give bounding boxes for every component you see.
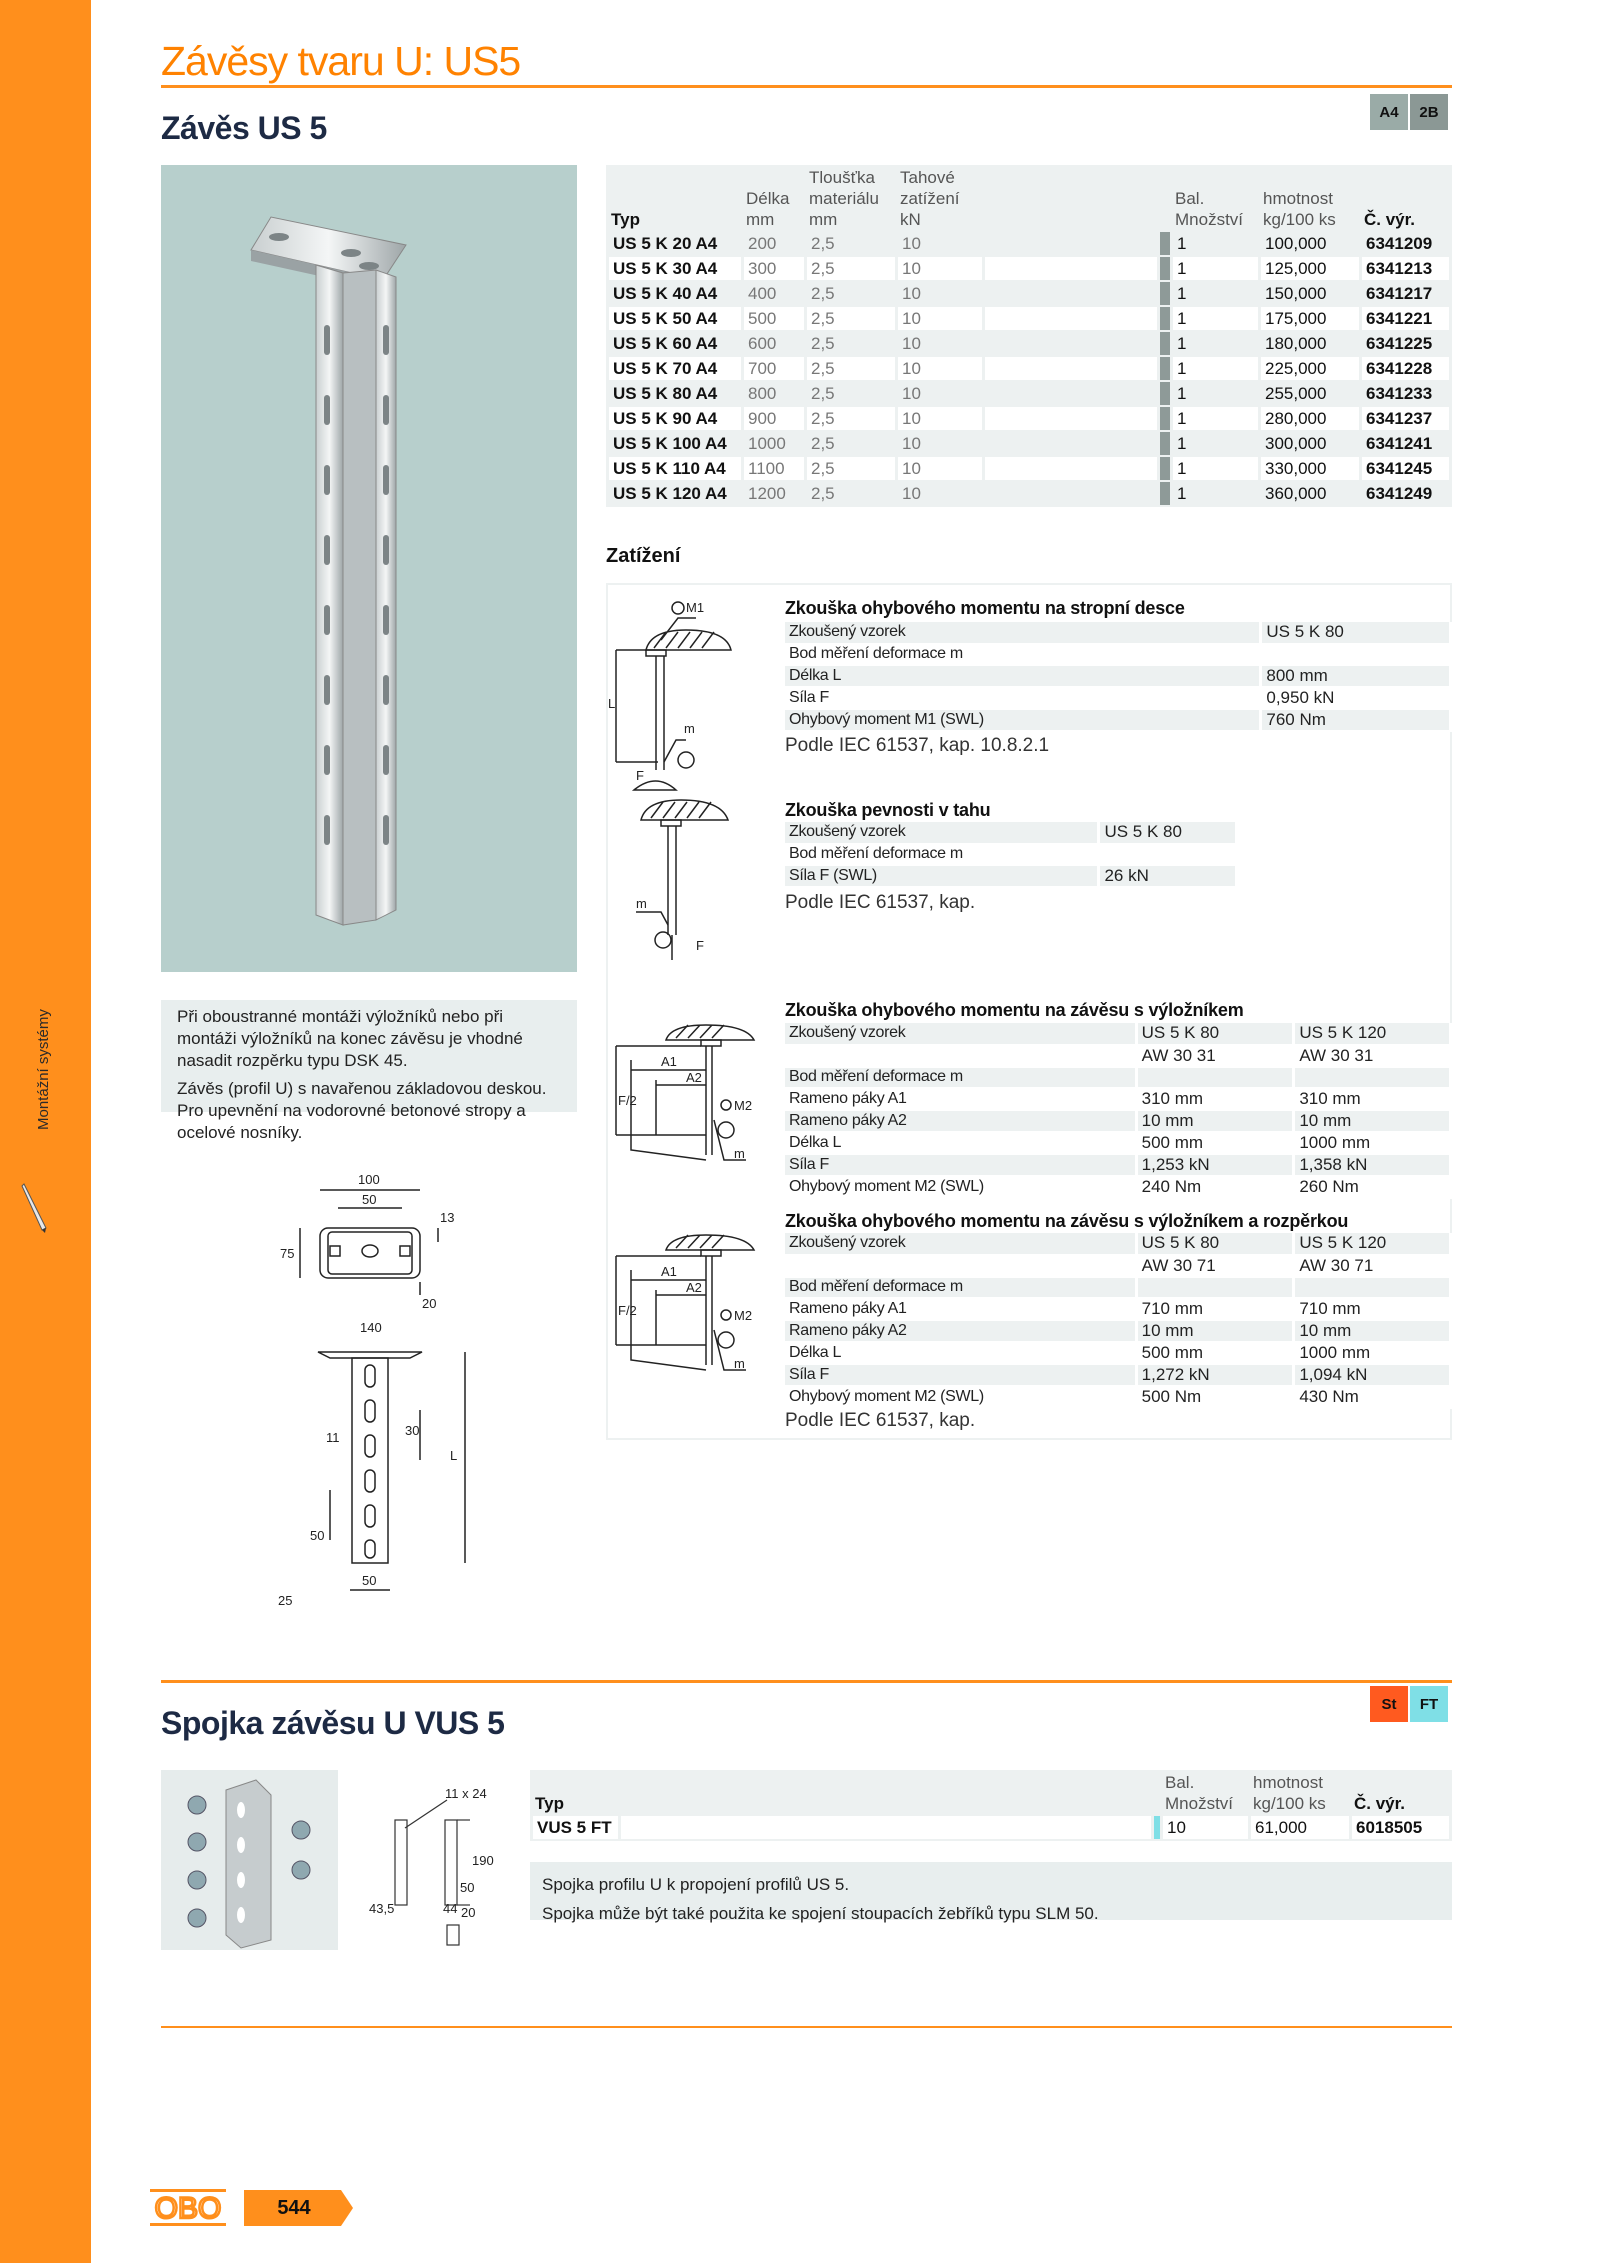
test-value: 1,358 kN: [1294, 1154, 1451, 1176]
table-row: [609, 457, 1449, 480]
test-row: [785, 1132, 1451, 1154]
table-cell: 1: [1173, 332, 1258, 355]
section-title: Spojka závěsu U VUS 5: [161, 1705, 505, 1741]
test-value: [1294, 1067, 1451, 1089]
test-value: US 5 K 120: [1294, 1233, 1451, 1255]
test-value: 260 Nm: [1294, 1176, 1451, 1198]
table-cell: 2,5: [807, 407, 895, 430]
test-label: Ohybový moment M2 (SWL): [785, 1176, 1136, 1198]
product-table: [606, 165, 1452, 507]
col-bal: Bal. Množství: [1165, 1773, 1234, 1813]
svg-text:50: 50: [460, 1880, 475, 1895]
finish-badge: FT: [1410, 1686, 1448, 1722]
table-cell: 1: [1173, 232, 1258, 255]
svg-text:M2: M2: [734, 1308, 753, 1323]
test-label: Bod měření deformace m: [785, 1067, 1136, 1089]
test-reference: Podle IEC 61537, kap.: [785, 892, 976, 913]
table-cell: 2,5: [807, 457, 895, 480]
test-row: [785, 1154, 1451, 1176]
test-title: Zkouška ohybového momentu na závěsu s výložníkem: [785, 1000, 1244, 1020]
svg-text:F: F: [636, 768, 644, 783]
svg-text:50: 50: [362, 1573, 377, 1588]
svg-text:20: 20: [461, 1905, 476, 1920]
table-cell: 225,000: [1261, 357, 1359, 380]
test-table-ceiling: [785, 622, 1452, 732]
table-cell: 1: [1173, 357, 1258, 380]
table-cell: US 5 K 50 A4: [609, 307, 741, 330]
test-value: 800 mm: [1261, 665, 1451, 687]
table-row: [609, 407, 1449, 430]
table-cell: 10: [898, 282, 982, 305]
svg-text:13: 13: [440, 1210, 455, 1225]
section-divider: [161, 1680, 1452, 1683]
table-row: [609, 382, 1449, 405]
technical-drawing: [270, 1160, 490, 1615]
svg-text:m: m: [636, 896, 647, 911]
test-label: Bod měření deformace m: [785, 844, 1099, 866]
table-cell: US 5 K 20 A4: [609, 232, 741, 255]
table-cell: US 5 K 80 A4: [609, 382, 741, 405]
test-row: [785, 1364, 1451, 1386]
test-row: [785, 1110, 1451, 1132]
material-badge: A4: [1370, 94, 1408, 130]
test-value: [1294, 1277, 1451, 1299]
test-label: Rameno páky A1: [785, 1088, 1136, 1110]
test-label: Síla F: [785, 1364, 1136, 1386]
table-cell: 6341209: [1362, 232, 1449, 255]
table-cell: 1100: [744, 457, 804, 480]
test-row: [785, 665, 1451, 687]
table-cell: 10: [898, 232, 982, 255]
table-cell: 6341221: [1362, 307, 1449, 330]
svg-text:140: 140: [360, 1320, 382, 1335]
table-cell: 10: [898, 257, 982, 280]
test-label: Délka L: [785, 1132, 1136, 1154]
table-cell: US 5 K 100 A4: [609, 432, 741, 455]
table-cell: 100,000: [1261, 232, 1359, 255]
table-cell: 10: [898, 407, 982, 430]
test-row: [785, 1023, 1451, 1045]
table-cell: 2,5: [807, 357, 895, 380]
table-cell: 1: [1173, 257, 1258, 280]
table-cell: 360,000: [1261, 482, 1359, 505]
connector-image: [161, 1770, 338, 1950]
test-value: 310 mm: [1294, 1088, 1451, 1110]
table-cell: 1200: [744, 482, 804, 505]
test-value: [1136, 1067, 1294, 1089]
table-cell: 255,000: [1261, 382, 1359, 405]
table-cell: 1: [1173, 282, 1258, 305]
test-row: [785, 822, 1237, 844]
col-typ: Typ: [535, 1794, 564, 1813]
svg-text:A1: A1: [661, 1054, 677, 1069]
test-value: 500 mm: [1136, 1342, 1294, 1364]
svg-text:M1: M1: [686, 600, 705, 615]
col-typ: Typ: [611, 210, 640, 229]
test-value: 430 Nm: [1294, 1386, 1451, 1408]
svg-text:m: m: [684, 721, 695, 736]
test-value: [1099, 844, 1237, 866]
table-cell: 175,000: [1261, 307, 1359, 330]
test-value: 1000 mm: [1294, 1132, 1451, 1154]
svg-text:11 x 24: 11 x 24: [445, 1786, 487, 1801]
test-row: [785, 1320, 1451, 1342]
svg-text:25: 25: [278, 1593, 293, 1608]
test-label: Síla F: [785, 1154, 1136, 1176]
table-cell: 2,5: [807, 432, 895, 455]
svg-text:F/2: F/2: [618, 1303, 637, 1318]
table-cell: 800: [744, 382, 804, 405]
table-cell: 1: [1173, 482, 1258, 505]
svg-text:L: L: [608, 696, 616, 711]
test-label: Zkoušený vzorek: [785, 1023, 1136, 1045]
test-label: Zkoušený vzorek: [785, 822, 1099, 844]
test-value: 500 Nm: [1136, 1386, 1294, 1408]
test-value: [1261, 644, 1451, 666]
table-cell: 10: [898, 357, 982, 380]
col-hmotnost: hmotnost kg/100 ks: [1253, 1773, 1326, 1813]
svg-text:43,5: 43,5: [369, 1901, 395, 1916]
col-tloustka: Tloušťka materiálu mm: [809, 168, 879, 229]
test-row: [785, 644, 1451, 666]
test-title: Zkouška pevnosti v tahu: [785, 800, 991, 820]
test-title: Zkouška ohybového momentu na stropní desce: [785, 598, 1185, 618]
table-cell: US 5 K 60 A4: [609, 332, 741, 355]
test-table-tension: [785, 822, 1238, 888]
finish-indicator: [1154, 1816, 1160, 1839]
table-cell: 1: [1173, 407, 1258, 430]
test-row: [785, 622, 1451, 644]
test-value: 710 mm: [1294, 1298, 1451, 1320]
table-row: [609, 432, 1449, 455]
col-cvyr: Č. výr.: [1364, 210, 1416, 229]
test-value: AW 30 71: [1294, 1255, 1451, 1277]
table-cell: 300: [744, 257, 804, 280]
table-cell: 10: [898, 382, 982, 405]
table-cell: 330,000: [1261, 457, 1359, 480]
table-cell: 6341225: [1362, 332, 1449, 355]
test-label: Délka L: [785, 1342, 1136, 1364]
table-cell: US 5 K 120 A4: [609, 482, 741, 505]
test-label: Bod měření deformace m: [785, 644, 1261, 666]
test-label: Rameno páky A1: [785, 1298, 1136, 1320]
test-label: [785, 1045, 1136, 1067]
test-value: 0,950 kN: [1261, 687, 1451, 709]
svg-text:11: 11: [326, 1430, 340, 1445]
table-cell: 500: [744, 307, 804, 330]
test-row: [785, 1045, 1451, 1067]
svg-text:L: L: [450, 1448, 458, 1463]
page-number: 544: [277, 2197, 311, 2219]
svg-text:A2: A2: [686, 1280, 702, 1295]
test-value: 710 mm: [1136, 1298, 1294, 1320]
side-bar: [0, 0, 91, 2263]
table-cell: 10: [898, 432, 982, 455]
load-diagram-ceiling: [606, 590, 786, 990]
test-label: Zkoušený vzorek: [785, 622, 1261, 644]
table-cell: 180,000: [1261, 332, 1359, 355]
test-value: 10 mm: [1294, 1110, 1451, 1132]
table-cell: 6341249: [1362, 482, 1449, 505]
sidebar-label: Montážní systémy: [35, 1009, 52, 1130]
table-cell: US 5 K 110 A4: [609, 457, 741, 480]
test-value: 1,272 kN: [1136, 1364, 1294, 1386]
test-row: [785, 709, 1451, 731]
col-tahove: Tahové zatížení kN: [900, 168, 960, 229]
svg-text:M2: M2: [734, 1098, 753, 1113]
test-label: Zkoušený vzorek: [785, 1233, 1136, 1255]
test-row: [785, 1277, 1451, 1299]
svg-text:75: 75: [280, 1246, 295, 1261]
svg-text:F: F: [696, 938, 704, 953]
test-reference: Podle IEC 61537, kap. 10.8.2.1: [785, 735, 1050, 756]
svg-text:m: m: [734, 1146, 745, 1161]
test-value: 26 kN: [1099, 865, 1237, 887]
table-row: [609, 282, 1449, 305]
test-value: 1000 mm: [1294, 1342, 1451, 1364]
title-divider: [161, 85, 1452, 88]
table-cell: 10: [898, 457, 982, 480]
table-cell: 6341233: [1362, 382, 1449, 405]
test-row: [785, 865, 1237, 887]
test-label: Ohybový moment M2 (SWL): [785, 1386, 1136, 1408]
test-value: 310 mm: [1136, 1088, 1294, 1110]
table-cell: 300,000: [1261, 432, 1359, 455]
table-cell: 10: [898, 482, 982, 505]
table-row: [609, 482, 1449, 505]
svg-text:100: 100: [358, 1172, 380, 1187]
test-label: Ohybový moment M1 (SWL): [785, 709, 1261, 731]
svg-text:m: m: [734, 1356, 745, 1371]
test-value: AW 30 31: [1136, 1045, 1294, 1067]
obo-logo: [148, 2188, 228, 2228]
test-row: [785, 1255, 1451, 1277]
u-hanger-image: [161, 165, 577, 972]
test-value: US 5 K 80: [1099, 822, 1237, 844]
loading-heading: Zatížení: [606, 545, 681, 567]
col-bal: Bal. Množství: [1175, 189, 1244, 229]
test-label: Délka L: [785, 665, 1261, 687]
test-label: Síla F (SWL): [785, 865, 1099, 887]
test-table-cantilever-spacer: [785, 1233, 1452, 1409]
col-delka: Délka mm: [746, 189, 790, 229]
table-cell: US 5 K 30 A4: [609, 257, 741, 280]
test-value: 10 mm: [1136, 1320, 1294, 1342]
table-cell: 2,5: [807, 282, 895, 305]
table-cell: 2,5: [807, 232, 895, 255]
test-label: [785, 1255, 1136, 1277]
test-row: [785, 1342, 1451, 1364]
table-cell: 1: [1173, 457, 1258, 480]
svg-text:50: 50: [362, 1192, 377, 1207]
test-value: AW 30 71: [1136, 1255, 1294, 1277]
test-row: [785, 687, 1451, 709]
test-label: Síla F: [785, 687, 1261, 709]
table-cell: 2,5: [807, 307, 895, 330]
svg-text:44: 44: [443, 1901, 458, 1916]
table-cell: 700: [744, 357, 804, 380]
table-cell: 6341217: [1362, 282, 1449, 305]
connector-photo: [161, 1770, 338, 1950]
table-cell: 1000: [744, 432, 804, 455]
test-value: 500 mm: [1136, 1132, 1294, 1154]
test-value: [1136, 1277, 1294, 1299]
table-cell: 10: [898, 332, 982, 355]
table-cell: 6341213: [1362, 257, 1449, 280]
table-row: [609, 232, 1449, 255]
test-row: [785, 1067, 1451, 1089]
table-cell: 280,000: [1261, 407, 1359, 430]
test-value: 760 Nm: [1261, 709, 1451, 731]
svg-text:20: 20: [422, 1296, 437, 1311]
table-cell: 125,000: [1261, 257, 1359, 280]
connector-drawing: [365, 1780, 505, 1950]
table-cell: US 5 K 90 A4: [609, 407, 741, 430]
pencil-icon: [20, 1180, 50, 1235]
table-cell: 400: [744, 282, 804, 305]
test-row: [785, 1233, 1451, 1255]
test-value: US 5 K 80: [1261, 622, 1451, 644]
col-cvyr: Č. výr.: [1354, 1794, 1406, 1813]
test-row: [785, 844, 1237, 866]
svg-text:30: 30: [405, 1423, 420, 1438]
test-value: 1,253 kN: [1136, 1154, 1294, 1176]
table-cell: 6341245: [1362, 457, 1449, 480]
table-cell: 6341237: [1362, 407, 1449, 430]
test-row: [785, 1386, 1451, 1408]
svg-text:A2: A2: [686, 1070, 702, 1085]
product-note: Při oboustranné montáži výložníků nebo při montáži výložníků na konec závěsu je vhodné nasadit rozpěrku typu DSK 45. Závěs (profil U) s navařenou základovou deskou. Pro upevnění na vodorovné betonové stropy a ocelové nosníky.: [161, 1000, 577, 1112]
test-row: [785, 1298, 1451, 1320]
table-cell: 6341241: [1362, 432, 1449, 455]
svg-text:OBO: OBO: [154, 2192, 222, 2225]
table-cell: US 5 K 40 A4: [609, 282, 741, 305]
table-cell: 6341228: [1362, 357, 1449, 380]
table-cell: 600: [744, 332, 804, 355]
table-cell: 2,5: [807, 482, 895, 505]
table-cell: 1: [1173, 432, 1258, 455]
test-value: 10 mm: [1294, 1320, 1451, 1342]
test-reference: Podle IEC 61537, kap.: [785, 1410, 976, 1431]
table-cell: 150,000: [1261, 282, 1359, 305]
col-hmotnost: hmotnost kg/100 ks: [1263, 189, 1336, 229]
table-row: [609, 257, 1449, 280]
material-badge: St: [1370, 1686, 1408, 1722]
section-title: Závěs US 5: [161, 110, 327, 146]
table-row: [609, 357, 1449, 380]
test-row: [785, 1088, 1451, 1110]
test-value: US 5 K 80: [1136, 1233, 1294, 1255]
test-table-cantilever: [785, 1023, 1452, 1199]
table-cell: 10: [898, 307, 982, 330]
test-label: Bod měření deformace m: [785, 1277, 1136, 1299]
test-title: Zkouška ohybového momentu na závěsu s výložníkem a rozpěrkou: [785, 1211, 1349, 1231]
table-cell: US 5 K 70 A4: [609, 357, 741, 380]
table-cell: 2,5: [807, 382, 895, 405]
page-title: Závěsy tvaru U: US5: [161, 38, 521, 84]
load-diagram-cantilever: [606, 1010, 786, 1380]
test-value: 1,094 kN: [1294, 1364, 1451, 1386]
svg-text:190: 190: [472, 1853, 494, 1868]
test-label: Rameno páky A2: [785, 1320, 1136, 1342]
svg-text:50: 50: [310, 1528, 325, 1543]
table-row: VUS 5 FT 10 61,000 6018505: [533, 1816, 1449, 1839]
test-row: [785, 1176, 1451, 1198]
test-value: US 5 K 120: [1294, 1023, 1451, 1045]
test-value: AW 30 31: [1294, 1045, 1451, 1067]
footer-divider: [161, 2026, 1452, 2028]
finish-badge: 2B: [1410, 94, 1448, 130]
svg-text:A1: A1: [661, 1264, 677, 1279]
test-label: Rameno páky A2: [785, 1110, 1136, 1132]
table-cell: 1: [1173, 382, 1258, 405]
test-value: 240 Nm: [1136, 1176, 1294, 1198]
product-photo: [161, 165, 577, 972]
test-value: 10 mm: [1136, 1110, 1294, 1132]
table-cell: 200: [744, 232, 804, 255]
table-cell: 2,5: [807, 257, 895, 280]
table-cell: 900: [744, 407, 804, 430]
connector-description: Spojka profilu U k propojení profilů US 5. Spojka může být také použita ke spojení stoupacích žebříků typu SLM 50.: [530, 1862, 1452, 1920]
svg-text:F/2: F/2: [618, 1093, 637, 1108]
table-cell: 1: [1173, 307, 1258, 330]
table-cell: 2,5: [807, 332, 895, 355]
test-value: US 5 K 80: [1136, 1023, 1294, 1045]
table-row: [609, 307, 1449, 330]
connector-table: [530, 1770, 1452, 1841]
table-row: [609, 332, 1449, 355]
